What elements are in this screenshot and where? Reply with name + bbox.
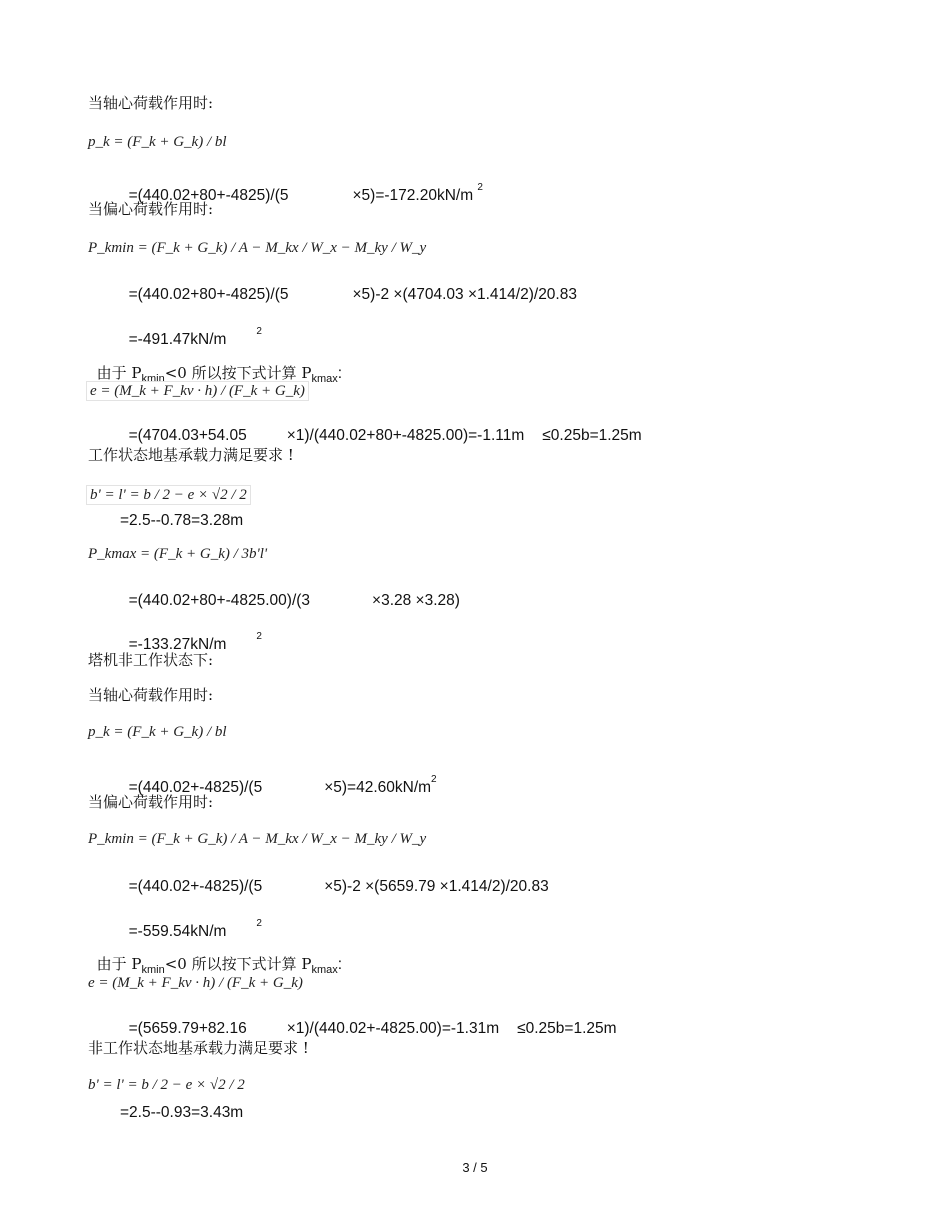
calc-pkmin2-part1: =(440.02+-4825)/(5 xyxy=(128,878,263,895)
heading-eccentric-load: 当偏心荷载作用时: xyxy=(88,200,214,218)
superscript: 2 xyxy=(477,182,483,193)
formula-pkmax: P_kmax = (F_k + G_k) / 3b'l' xyxy=(88,546,268,562)
calc-pkmin2-part2: ×5)-2 ×(5659.79 ×1.414/2)/20.83 xyxy=(324,878,549,895)
subscript: kmin xyxy=(141,373,165,386)
result-pkmin-2: =-559.54kN/m xyxy=(128,923,227,941)
conclusion-working: 工作状态地基承载力满足要求 ! xyxy=(88,446,294,464)
page-number: 3 / 5 xyxy=(462,1160,488,1175)
colon: : xyxy=(337,365,343,382)
formula-pkmin-2: P_kmin = (F_k + G_k) / A − M_kx / W_x − M_ky / W_y xyxy=(88,831,427,847)
result-pkmax: =-133.27kN/m xyxy=(128,636,227,654)
superscript: 2 xyxy=(431,774,437,785)
formula-pk-2: p_k = (F_k + G_k) / bl xyxy=(88,724,227,740)
calc-e-part1: =(4704.03+54.05 xyxy=(128,427,247,444)
condition-text: <0 所以按下式计算 P xyxy=(164,364,312,382)
calc-eccentricity-line xyxy=(120,409,642,445)
result-pkmin-line xyxy=(120,309,262,349)
formula-eccentricity-2: e = (M_k + F_kv · h) / (F_k + G_k) xyxy=(88,975,303,991)
subscript: kmin xyxy=(141,964,165,977)
calc-b-prime-2: =2.5--0.93=3.43m xyxy=(120,1104,244,1121)
calc-e2-part2: ×1)/(440.02+-4825.00)=-1.31m xyxy=(286,1020,500,1037)
condition-prefix: 由于 P xyxy=(96,364,142,382)
calc-pkmax-part1: =(440.02+80+-4825.00)/(3 xyxy=(128,592,311,609)
calc-e-check: ≤0.25b=1.25m xyxy=(542,427,642,444)
condition-prefix: 由于 P xyxy=(96,955,142,973)
subscript: kmax xyxy=(311,373,338,386)
calc-pkmax-part2: ×3.28 ×3.28) xyxy=(372,592,460,609)
calc-pkmin-line xyxy=(120,268,577,304)
condition-line-2 xyxy=(88,937,342,979)
heading-axial-load: 当轴心荷载作用时: xyxy=(88,94,214,112)
formula-b-prime: b' = l' = b / 2 − e × √2 / 2 xyxy=(86,485,251,505)
colon: : xyxy=(337,956,343,973)
heading-axial-load-2: 当轴心荷载作用时: xyxy=(88,686,214,704)
calc-e2-check: ≤0.25b=1.25m xyxy=(517,1020,617,1037)
calc-pk2-part2: ×5)=42.60kN/m xyxy=(324,779,432,797)
calc-e2-part1: =(5659.79+82.16 xyxy=(128,1020,247,1037)
superscript: 2 xyxy=(256,326,262,337)
calc-pkmin-line-2 xyxy=(120,860,549,896)
subscript: kmax xyxy=(311,964,338,977)
superscript: 2 xyxy=(256,631,262,642)
calc-pk2-part1: =(440.02+-4825)/(5 xyxy=(128,779,263,797)
heading-eccentric-load-2: 当偏心荷载作用时: xyxy=(88,793,214,811)
calc-b-prime: =2.5--0.78=3.28m xyxy=(120,512,244,529)
heading-nonworking: 塔机非工作状态下: xyxy=(88,651,214,669)
condition-text: <0 所以按下式计算 P xyxy=(164,955,312,973)
formula-eccentricity: e = (M_k + F_kv · h) / (F_k + G_k) xyxy=(86,381,309,401)
conclusion-nonworking: 非工作状态地基承载力满足要求 ! xyxy=(88,1039,309,1057)
calc-pkmax-line xyxy=(120,574,460,610)
result-pkmax-line xyxy=(120,614,262,654)
calc-pkmin-part2: ×5)-2 ×(4704.03 ×1.414/2)/20.83 xyxy=(352,286,577,303)
superscript: 2 xyxy=(256,918,262,929)
calc-pk-part2: ×5)=-172.20kN/m xyxy=(352,187,474,205)
calc-pk-line-2 xyxy=(120,757,437,797)
result-pkmin-line-2 xyxy=(120,901,262,941)
result-pkmin: =-491.47kN/m xyxy=(128,331,227,349)
calc-e-part2: ×1)/(440.02+80+-4825.00)=-1.11m xyxy=(286,427,525,444)
calc-pkmin-part1: =(440.02+80+-4825)/(5 xyxy=(128,286,289,303)
formula-pkmin: P_kmin = (F_k + G_k) / A − M_kx / W_x − M_ky / W_y xyxy=(88,240,427,256)
formula-pk: p_k = (F_k + G_k) / bl xyxy=(88,134,227,150)
calc-pk-part1: =(440.02+80+-4825)/(5 xyxy=(128,187,289,205)
formula-b-prime-2: b' = l' = b / 2 − e × √2 / 2 xyxy=(88,1077,245,1093)
calc-eccentricity-line-2 xyxy=(120,1002,617,1038)
